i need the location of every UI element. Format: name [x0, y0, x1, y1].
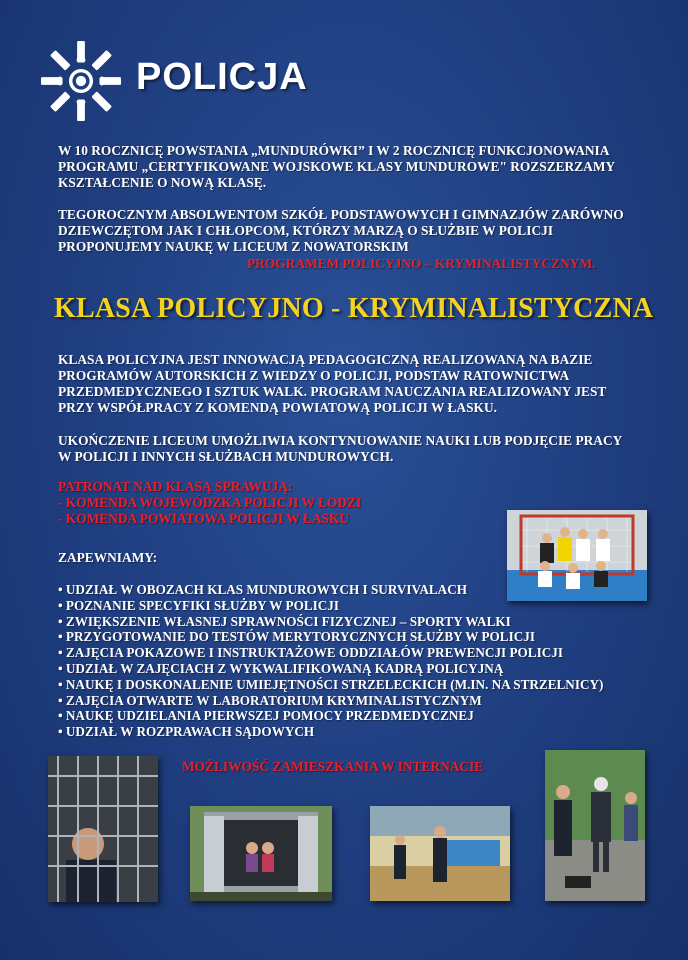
list-item: • PRZYGOTOWANIE DO TESTÓW MERYTORYCZNYCH SŁUŻBY W POLICJI [58, 629, 535, 645]
brand-name: POLICJA [136, 56, 308, 98]
list-item: • UDZIAŁ W OBOZACH KLAS MUNDUROWYCH I SURVIVALACH [58, 582, 467, 597]
list-item: • NAUKĘ I DOSKONALENIE UMIEJĘTNOŚCI STRZELECKICH (M.IN. NA STRZELNICY) [58, 676, 604, 692]
patronage-item: - KOMENDA POWIATOWA POLICJI W ŁASKU [58, 511, 350, 526]
photo-training-room [370, 806, 510, 901]
photo-police-van [190, 806, 332, 901]
list-item: • ZWIĘKSZENIE WŁASNEJ SPRAWNOŚCI FIZYCZNEJ – SPORTY WALKI [58, 613, 511, 629]
list-item: • NAUKĘ UDZIELANIA PIERWSZEJ POMOCY PRZEDMEDYCZNEJ [58, 708, 474, 724]
class-headline: KLASA POLICYJNO - KRYMINALISTYCZNA [54, 293, 654, 324]
list-item: • ZAJĘCIA POKAZOWE I INSTRUKTAŻOWE ODDZIAŁÓW PREWENCJI POLICJI [58, 645, 563, 661]
patronage-item: - KOMENDA WOJEWÓDZKA POLICJI W ŁODZI [58, 495, 362, 510]
patronage-title: PATRONAT NAD KLASĄ SPRAWUJĄ: [58, 479, 293, 494]
guarantee-list [58, 582, 678, 740]
list-item: • POZNANIE SPECYFIKI SŁUŻBY W POLICJI [58, 597, 339, 613]
patronage-block [58, 479, 478, 527]
graduation-text: UKOŃCZENIE LICEUM UMOŻLIWIA KONTYNUOWANIE NAUKI LUB PODJĘCIE PRACY W POLICJI I INNYCH SŁUŻBACH MUNDUROWYCH. [58, 433, 623, 464]
guarantee-title: ZAPEWNIAMY: [58, 550, 158, 565]
police-star-icon [38, 38, 124, 124]
intro-text: W 10 ROCZNICĘ POWSTANIA „MUNDURÓWKI” I W 2 ROCZNICĘ FUNKCJONOWANIA PROGRAMU „CERTYFIKOWANE WOJSKOWE KLASY MUNDUROWE" ROZSZERZAMY KSZTAŁCENIE O NOWĄ KLASĘ. [58, 143, 616, 190]
offer-program-highlight: PROGRAMEM POLICYJNO – KRYMINALISTYCZNYM. [247, 256, 596, 271]
list-item: • UDZIAŁ W ROZPRAWACH SĄDOWYCH [58, 724, 315, 740]
list-item: • ZAJĘCIA OTWARTE W LABORATORIUM KRYMINALISTYCZNYM [58, 692, 482, 708]
photo-officer-outdoor [545, 750, 645, 901]
list-item: • UDZIAŁ W ZAJĘCIACH Z WYKWALIFIKOWANĄ KADRĄ POLICYJNĄ [58, 660, 504, 676]
description-text: KLASA POLICYJNA JEST INNOWACJĄ PEDAGOGICZNĄ REALIZOWANĄ NA BAZIE PROGRAMÓW AUTORSKICH Z WIEDZY O POLICJI, PODSTAW RATOWNICTWA PRZEDMEDYCZNEGO I SZTUK WALK. PROGRAM NAUCZANIA REALIZOWANY JEST PRZY WSPÓŁPRACY Z KOMENDĄ POWIATOWĄ POLICJI W ŁASKU. [58, 352, 607, 415]
dormitory-note: MOŻLIWOŚĆ ZAMIESZKANIA W INTERNACIE [182, 759, 484, 774]
photo-cage [48, 756, 158, 902]
offer-text: TEGOROCZNYM ABSOLWENTOM SZKÓŁ PODSTAWOWYCH I GIMNAZJÓW ZARÓWNO DZIEWCZĘTOM JAK I CHŁOPCOM, KTÓRZY MARZĄ O SŁUŻBIE W POLICJI PROPONUJEMY NAUKĘ W LICEUM Z NOWATORSKIM [58, 207, 624, 254]
